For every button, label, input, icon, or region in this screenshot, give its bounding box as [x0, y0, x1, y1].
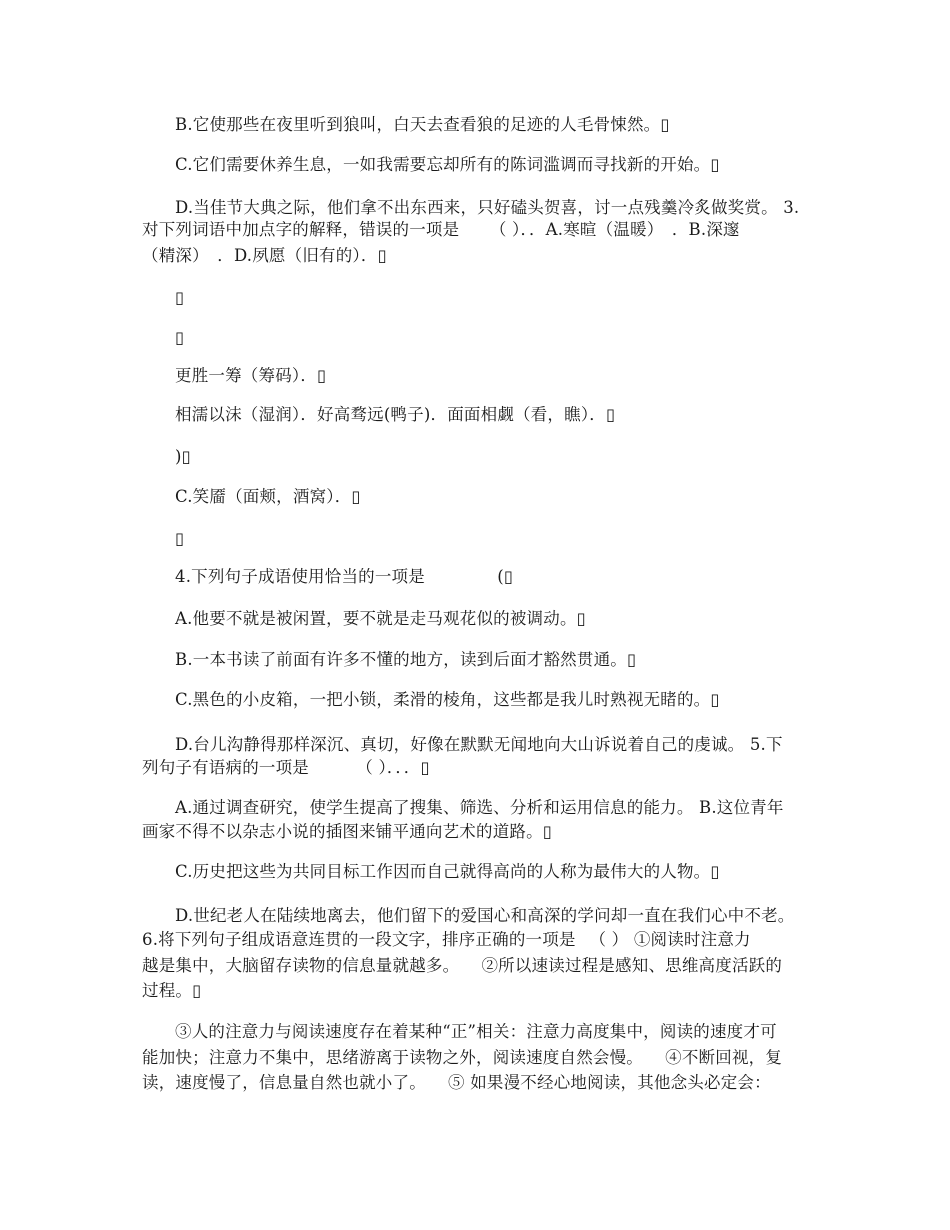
text-line: )▯ [175, 447, 191, 466]
text-line: C.它们需要休养生息，一如我需要忘却所有的陈词滥调而寻找新的开始。▯ [175, 155, 720, 174]
text-line: 越是集中，大脑留存读物的信息量就越多。 ②所以速读过程是感知、思维高度活跃的 [142, 956, 783, 975]
text-line: 列句子有语病的一项是 （ ）．．．▯ [142, 758, 430, 777]
text-line: 6.将下列句子组成语意连贯的一段文字，排序正确的一项是 （ ） ①阅读时注意力 [142, 930, 751, 949]
text-line: ▯ [175, 288, 185, 307]
text-line: C.黑色的小皮箱，一把小锁，柔滑的棱角，这些都是我儿时熟视无睹的。▯ [175, 690, 720, 709]
text-line: ▯ [175, 529, 185, 548]
text-line: C.笑靥（面颊，酒窝）．▯ [175, 487, 361, 506]
text-line: ③人的注意力与阅读速度存在着某种“正”相关：注意力高度集中，阅读的速度才可 [175, 1022, 777, 1041]
text-line: （精深） ．D.夙愿（旧有的）．▯ [142, 246, 387, 265]
text-line: 画家不得不以杂志小说的插图来铺平通向艺术的道路。▯ [142, 822, 553, 841]
text-line: A.通过调查研究，使学生提高了搜集、筛选、分析和运用信息的能力。 B.这位青年 [175, 798, 784, 817]
text-line: D.当佳节大典之际，他们拿不出东西来，只好磕头贺喜，讨一点残羹冷炙做奖赏。 3. [175, 198, 800, 217]
text-line: 对下列词语中加点字的解释，错误的一项是 （ ）．．A.寒暄（温暖） ．B.深邃 [142, 220, 740, 239]
text-line: C.历史把这些为共同目标工作因而自己就得高尚的人称为最伟大的人物。▯ [175, 862, 720, 881]
text-line: D.世纪老人在陆续地离去，他们留下的爱国心和高深的学问却一直在我们心中不老。 [175, 906, 795, 925]
text-line: 过程。▯ [142, 981, 202, 1000]
text-line: ▯ [175, 328, 185, 347]
text-line: 读，速度慢了，信息量自然也就小了。 ⑤ 如果漫不经心地阅读，其他念头必定会： [142, 1073, 771, 1092]
text-line: D.台儿沟静得那样深沉、真切，好像在默默无闻地向大山诉说着自己的虔诚。 5.下 [175, 735, 783, 754]
text-line: 更胜一筹（筹码）．▯ [175, 366, 327, 385]
text-line: 相濡以沫（湿润）．好高骛远(鸭子)．面面相觑（看，瞧）．▯ [175, 405, 616, 424]
text-line: B.它使那些在夜里听到狼叫，白天去查看狼的足迹的人毛骨悚然。▯ [175, 115, 670, 134]
text-line: A.他要不就是被闲置，要不就是走马观花似的被调动。▯ [175, 609, 586, 628]
text-line: 4.下列句子成语使用恰当的一项是 (▯ [175, 567, 514, 586]
text-line: 能加快；注意力不集中，思绪游离于读物之外，阅读速度自然会慢。 ④不断回视，复 [142, 1048, 783, 1067]
text-line: B.一本书读了前面有许多不懂的地方，读到后面才豁然贯通。▯ [175, 650, 637, 669]
